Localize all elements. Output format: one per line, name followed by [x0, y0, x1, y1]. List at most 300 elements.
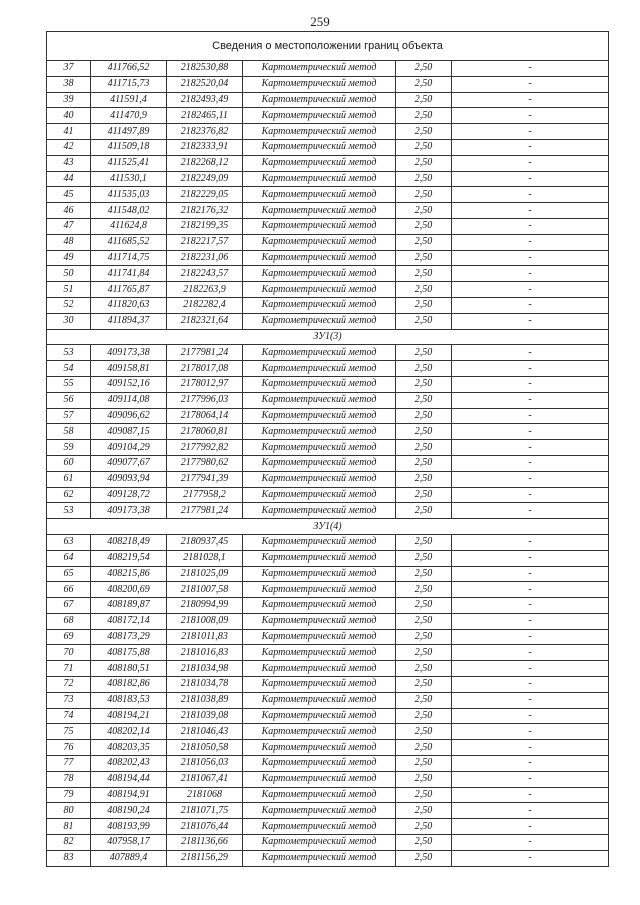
- point-number-cell: 72: [47, 677, 91, 693]
- coord-y-cell: 2181056,03: [167, 756, 243, 772]
- section-header-row: [47, 329, 609, 345]
- description-cell: -: [452, 282, 609, 298]
- point-number-cell: 64: [47, 550, 91, 566]
- point-number-cell: 76: [47, 740, 91, 756]
- point-number-cell: 43: [47, 155, 91, 171]
- coord-y-cell: 2181050,58: [167, 740, 243, 756]
- method-cell: Картометрический метод: [243, 218, 396, 234]
- description-cell: -: [452, 661, 609, 677]
- coord-x-cell: 408173,29: [91, 629, 167, 645]
- point-number-cell: 82: [47, 835, 91, 851]
- point-number-cell: 56: [47, 392, 91, 408]
- coord-y-cell: 2182249,09: [167, 171, 243, 187]
- coord-x-cell: 411509,18: [91, 139, 167, 155]
- method-cell: Картометрический метод: [243, 361, 396, 377]
- coord-y-cell: 2182176,32: [167, 203, 243, 219]
- method-cell: Картометрический метод: [243, 582, 396, 598]
- coord-y-cell: 2182199,35: [167, 218, 243, 234]
- description-cell: -: [452, 740, 609, 756]
- coord-x-cell: 408194,91: [91, 787, 167, 803]
- description-cell: -: [452, 803, 609, 819]
- coord-y-cell: 2181011,83: [167, 629, 243, 645]
- method-cell: Картометрический метод: [243, 819, 396, 835]
- table-row: [47, 756, 609, 772]
- table-row: [47, 392, 609, 408]
- description-cell: -: [452, 250, 609, 266]
- point-number-cell: 46: [47, 203, 91, 219]
- coord-y-cell: 2177980,62: [167, 455, 243, 471]
- coord-x-cell: 411530,1: [91, 171, 167, 187]
- description-cell: -: [452, 487, 609, 503]
- description-cell: -: [452, 345, 609, 361]
- point-number-cell: 62: [47, 487, 91, 503]
- coord-y-cell: 2181008,09: [167, 613, 243, 629]
- coord-x-cell: 411497,89: [91, 124, 167, 140]
- description-cell: -: [452, 139, 609, 155]
- method-cell: Картометрический метод: [243, 440, 396, 456]
- coord-x-cell: 408183,53: [91, 692, 167, 708]
- accuracy-cell: 2,50: [396, 234, 452, 250]
- coord-y-cell: 2182282,4: [167, 297, 243, 313]
- table-title: Сведения о местоположении границ объекта: [47, 32, 609, 61]
- point-number-cell: 66: [47, 582, 91, 598]
- method-cell: Картометрический метод: [243, 661, 396, 677]
- point-number-cell: 39: [47, 92, 91, 108]
- accuracy-cell: 2,50: [396, 787, 452, 803]
- table-row: [47, 787, 609, 803]
- description-cell: -: [452, 645, 609, 661]
- coord-x-cell: 411624,8: [91, 218, 167, 234]
- coord-x-cell: 408193,99: [91, 819, 167, 835]
- table-row: [47, 124, 609, 140]
- coord-y-cell: 2181034,78: [167, 677, 243, 693]
- accuracy-cell: 2,50: [396, 724, 452, 740]
- point-number-cell: 48: [47, 234, 91, 250]
- table-row: [47, 203, 609, 219]
- method-cell: Картометрический метод: [243, 534, 396, 550]
- method-cell: Картометрический метод: [243, 756, 396, 772]
- description-cell: -: [452, 692, 609, 708]
- description-cell: -: [452, 724, 609, 740]
- table-row: [47, 819, 609, 835]
- table-body: [47, 32, 609, 867]
- description-cell: -: [452, 313, 609, 329]
- method-cell: Картометрический метод: [243, 76, 396, 92]
- point-number-cell: 44: [47, 171, 91, 187]
- accuracy-cell: 2,50: [396, 297, 452, 313]
- method-cell: Картометрический метод: [243, 771, 396, 787]
- point-number-cell: 65: [47, 566, 91, 582]
- method-cell: Картометрический метод: [243, 266, 396, 282]
- table-row: [47, 471, 609, 487]
- table-row: [47, 408, 609, 424]
- coord-x-cell: 408219,54: [91, 550, 167, 566]
- description-cell: -: [452, 61, 609, 77]
- description-cell: -: [452, 297, 609, 313]
- accuracy-cell: 2,50: [396, 803, 452, 819]
- table-row: [47, 598, 609, 614]
- table-row: [47, 661, 609, 677]
- table-row: [47, 724, 609, 740]
- method-cell: Картометрический метод: [243, 424, 396, 440]
- table-row: [47, 582, 609, 598]
- table-row: [47, 708, 609, 724]
- coord-y-cell: 2182493,49: [167, 92, 243, 108]
- coord-x-cell: 408203,35: [91, 740, 167, 756]
- accuracy-cell: 2,50: [396, 534, 452, 550]
- coord-y-cell: 2178060,81: [167, 424, 243, 440]
- coord-x-cell: 408194,21: [91, 708, 167, 724]
- method-cell: Картометрический метод: [243, 124, 396, 140]
- accuracy-cell: 2,50: [396, 598, 452, 614]
- description-cell: -: [452, 171, 609, 187]
- section-label: ЗУ1(4): [47, 519, 609, 535]
- description-cell: -: [452, 566, 609, 582]
- accuracy-cell: 2,50: [396, 218, 452, 234]
- coord-y-cell: 2181071,75: [167, 803, 243, 819]
- coord-x-cell: 409077,67: [91, 455, 167, 471]
- description-cell: -: [452, 266, 609, 282]
- accuracy-cell: 2,50: [396, 661, 452, 677]
- accuracy-cell: 2,50: [396, 613, 452, 629]
- coord-y-cell: 2181034,98: [167, 661, 243, 677]
- point-number-cell: 41: [47, 124, 91, 140]
- point-number-cell: 58: [47, 424, 91, 440]
- coord-y-cell: 2181156,29: [167, 850, 243, 866]
- accuracy-cell: 2,50: [396, 550, 452, 566]
- description-cell: -: [452, 613, 609, 629]
- point-number-cell: 30: [47, 313, 91, 329]
- point-number-cell: 38: [47, 76, 91, 92]
- description-cell: -: [452, 756, 609, 772]
- method-cell: Картометрический метод: [243, 376, 396, 392]
- method-cell: Картометрический метод: [243, 139, 396, 155]
- coord-x-cell: 409158,81: [91, 361, 167, 377]
- description-cell: -: [452, 392, 609, 408]
- coord-y-cell: 2182333,91: [167, 139, 243, 155]
- table-row: [47, 645, 609, 661]
- accuracy-cell: 2,50: [396, 250, 452, 266]
- method-cell: Картометрический метод: [243, 455, 396, 471]
- method-cell: Картометрический метод: [243, 234, 396, 250]
- method-cell: Картометрический метод: [243, 740, 396, 756]
- point-number-cell: 79: [47, 787, 91, 803]
- coord-x-cell: 411741,84: [91, 266, 167, 282]
- method-cell: Картометрический метод: [243, 503, 396, 519]
- description-cell: -: [452, 361, 609, 377]
- method-cell: Картометрический метод: [243, 566, 396, 582]
- point-number-cell: 53: [47, 503, 91, 519]
- method-cell: Картометрический метод: [243, 835, 396, 851]
- description-cell: -: [452, 92, 609, 108]
- method-cell: Картометрический метод: [243, 92, 396, 108]
- accuracy-cell: 2,50: [396, 487, 452, 503]
- method-cell: Картометрический метод: [243, 487, 396, 503]
- point-number-cell: 45: [47, 187, 91, 203]
- point-number-cell: 67: [47, 598, 91, 614]
- point-number-cell: 53: [47, 345, 91, 361]
- method-cell: Картометрический метод: [243, 708, 396, 724]
- coord-x-cell: 411525,41: [91, 155, 167, 171]
- coord-x-cell: 411685,52: [91, 234, 167, 250]
- table-row: [47, 345, 609, 361]
- table-row: [47, 282, 609, 298]
- description-cell: -: [452, 408, 609, 424]
- method-cell: Картометрический метод: [243, 392, 396, 408]
- point-number-cell: 47: [47, 218, 91, 234]
- coord-x-cell: 411715,73: [91, 76, 167, 92]
- description-cell: -: [452, 598, 609, 614]
- point-number-cell: 63: [47, 534, 91, 550]
- coord-y-cell: 2182243,57: [167, 266, 243, 282]
- table-row: [47, 218, 609, 234]
- method-cell: Картометрический метод: [243, 155, 396, 171]
- coord-y-cell: 2180937,45: [167, 534, 243, 550]
- table-row: [47, 76, 609, 92]
- coord-x-cell: 408172,14: [91, 613, 167, 629]
- description-cell: -: [452, 850, 609, 866]
- accuracy-cell: 2,50: [396, 282, 452, 298]
- coord-y-cell: 2182520,04: [167, 76, 243, 92]
- method-cell: Картометрический метод: [243, 171, 396, 187]
- method-cell: Картометрический метод: [243, 250, 396, 266]
- description-cell: -: [452, 376, 609, 392]
- method-cell: Картометрический метод: [243, 203, 396, 219]
- accuracy-cell: 2,50: [396, 408, 452, 424]
- accuracy-cell: 2,50: [396, 361, 452, 377]
- table-row: [47, 108, 609, 124]
- coord-x-cell: 409096,62: [91, 408, 167, 424]
- table-row: [47, 835, 609, 851]
- table-row: [47, 503, 609, 519]
- coord-x-cell: 409093,94: [91, 471, 167, 487]
- table-row: [47, 139, 609, 155]
- description-cell: -: [452, 819, 609, 835]
- coord-y-cell: 2182263,9: [167, 282, 243, 298]
- method-cell: Картометрический метод: [243, 187, 396, 203]
- table-row: [47, 266, 609, 282]
- coord-y-cell: 2177996,03: [167, 392, 243, 408]
- accuracy-cell: 2,50: [396, 692, 452, 708]
- description-cell: -: [452, 234, 609, 250]
- method-cell: Картометрический метод: [243, 108, 396, 124]
- accuracy-cell: 2,50: [396, 677, 452, 693]
- description-cell: -: [452, 440, 609, 456]
- accuracy-cell: 2,50: [396, 266, 452, 282]
- accuracy-cell: 2,50: [396, 92, 452, 108]
- description-cell: -: [452, 787, 609, 803]
- method-cell: Картометрический метод: [243, 345, 396, 361]
- accuracy-cell: 2,50: [396, 313, 452, 329]
- description-cell: -: [452, 424, 609, 440]
- method-cell: Картометрический метод: [243, 598, 396, 614]
- accuracy-cell: 2,50: [396, 645, 452, 661]
- table-row: [47, 376, 609, 392]
- table-row: [47, 455, 609, 471]
- method-cell: Картометрический метод: [243, 313, 396, 329]
- coord-x-cell: 408202,14: [91, 724, 167, 740]
- accuracy-cell: 2,50: [396, 108, 452, 124]
- description-cell: -: [452, 471, 609, 487]
- description-cell: -: [452, 629, 609, 645]
- coord-x-cell: 411714,75: [91, 250, 167, 266]
- coord-y-cell: 2181025,09: [167, 566, 243, 582]
- accuracy-cell: 2,50: [396, 629, 452, 645]
- coord-y-cell: 2182268,12: [167, 155, 243, 171]
- table-row: [47, 613, 609, 629]
- accuracy-cell: 2,50: [396, 392, 452, 408]
- coord-x-cell: 409114,08: [91, 392, 167, 408]
- section-label: ЗУ1(3): [47, 329, 609, 345]
- method-cell: Картометрический метод: [243, 471, 396, 487]
- method-cell: Картометрический метод: [243, 613, 396, 629]
- accuracy-cell: 2,50: [396, 187, 452, 203]
- accuracy-cell: 2,50: [396, 503, 452, 519]
- accuracy-cell: 2,50: [396, 756, 452, 772]
- coord-x-cell: 411591,4: [91, 92, 167, 108]
- description-cell: -: [452, 108, 609, 124]
- coord-x-cell: 409104,29: [91, 440, 167, 456]
- point-number-cell: 81: [47, 819, 91, 835]
- table-row: [47, 155, 609, 171]
- coord-x-cell: 411548,02: [91, 203, 167, 219]
- coord-y-cell: 2181067,41: [167, 771, 243, 787]
- table-row: [47, 740, 609, 756]
- coord-y-cell: 2177958,2: [167, 487, 243, 503]
- method-cell: Картометрический метод: [243, 645, 396, 661]
- description-cell: -: [452, 771, 609, 787]
- description-cell: -: [452, 708, 609, 724]
- table-row: [47, 234, 609, 250]
- point-number-cell: 71: [47, 661, 91, 677]
- coord-y-cell: 2182321,64: [167, 313, 243, 329]
- coord-y-cell: 2181068: [167, 787, 243, 803]
- coord-x-cell: 411765,87: [91, 282, 167, 298]
- accuracy-cell: 2,50: [396, 76, 452, 92]
- coord-x-cell: 408194,44: [91, 771, 167, 787]
- table-row: [47, 250, 609, 266]
- method-cell: Картометрический метод: [243, 550, 396, 566]
- coord-x-cell: 409152,16: [91, 376, 167, 392]
- coord-x-cell: 407958,17: [91, 835, 167, 851]
- description-cell: -: [452, 835, 609, 851]
- coord-x-cell: 407889,4: [91, 850, 167, 866]
- coord-x-cell: 408189,87: [91, 598, 167, 614]
- accuracy-cell: 2,50: [396, 740, 452, 756]
- point-number-cell: 52: [47, 297, 91, 313]
- point-number-cell: 42: [47, 139, 91, 155]
- point-number-cell: 78: [47, 771, 91, 787]
- point-number-cell: 68: [47, 613, 91, 629]
- point-number-cell: 37: [47, 61, 91, 77]
- coord-y-cell: 2182530,88: [167, 61, 243, 77]
- coord-y-cell: 2178017,08: [167, 361, 243, 377]
- accuracy-cell: 2,50: [396, 440, 452, 456]
- description-cell: -: [452, 534, 609, 550]
- coord-y-cell: 2181016,83: [167, 645, 243, 661]
- description-cell: -: [452, 187, 609, 203]
- coord-y-cell: 2182217,57: [167, 234, 243, 250]
- accuracy-cell: 2,50: [396, 771, 452, 787]
- coord-y-cell: 2181038,89: [167, 692, 243, 708]
- method-cell: Картометрический метод: [243, 408, 396, 424]
- point-number-cell: 74: [47, 708, 91, 724]
- coord-x-cell: 409173,38: [91, 503, 167, 519]
- table-row: [47, 534, 609, 550]
- table-row: [47, 566, 609, 582]
- accuracy-cell: 2,50: [396, 819, 452, 835]
- method-cell: Картометрический метод: [243, 850, 396, 866]
- method-cell: Картометрический метод: [243, 677, 396, 693]
- point-number-cell: 54: [47, 361, 91, 377]
- point-number-cell: 77: [47, 756, 91, 772]
- point-number-cell: 40: [47, 108, 91, 124]
- accuracy-cell: 2,50: [396, 376, 452, 392]
- accuracy-cell: 2,50: [396, 582, 452, 598]
- coord-y-cell: 2181046,43: [167, 724, 243, 740]
- point-number-cell: 55: [47, 376, 91, 392]
- coord-y-cell: 2182465,11: [167, 108, 243, 124]
- table-title-row: [47, 32, 609, 61]
- coord-x-cell: 408182,86: [91, 677, 167, 693]
- section-header-row: [47, 519, 609, 535]
- description-cell: -: [452, 503, 609, 519]
- description-cell: -: [452, 203, 609, 219]
- accuracy-cell: 2,50: [396, 155, 452, 171]
- description-cell: -: [452, 218, 609, 234]
- description-cell: -: [452, 582, 609, 598]
- table-row: [47, 487, 609, 503]
- coord-y-cell: 2180994,99: [167, 598, 243, 614]
- coord-y-cell: 2178012,97: [167, 376, 243, 392]
- accuracy-cell: 2,50: [396, 124, 452, 140]
- description-cell: -: [452, 155, 609, 171]
- table-row: [47, 771, 609, 787]
- coord-x-cell: 409128,72: [91, 487, 167, 503]
- method-cell: Картометрический метод: [243, 692, 396, 708]
- coord-x-cell: 411470,9: [91, 108, 167, 124]
- table-row: [47, 677, 609, 693]
- boundary-table: [46, 31, 609, 867]
- table-row: [47, 297, 609, 313]
- table-row: [47, 61, 609, 77]
- coord-x-cell: 411766,52: [91, 61, 167, 77]
- table-row: [47, 440, 609, 456]
- table-row: [47, 92, 609, 108]
- coord-x-cell: 409173,38: [91, 345, 167, 361]
- description-cell: -: [452, 550, 609, 566]
- description-cell: -: [452, 677, 609, 693]
- description-cell: -: [452, 455, 609, 471]
- coord-y-cell: 2181136,66: [167, 835, 243, 851]
- accuracy-cell: 2,50: [396, 566, 452, 582]
- coord-y-cell: 2181007,58: [167, 582, 243, 598]
- accuracy-cell: 2,50: [396, 835, 452, 851]
- accuracy-cell: 2,50: [396, 850, 452, 866]
- point-number-cell: 80: [47, 803, 91, 819]
- accuracy-cell: 2,50: [396, 139, 452, 155]
- point-number-cell: 49: [47, 250, 91, 266]
- coord-y-cell: 2181039,08: [167, 708, 243, 724]
- method-cell: Картометрический метод: [243, 803, 396, 819]
- point-number-cell: 73: [47, 692, 91, 708]
- coord-x-cell: 408202,43: [91, 756, 167, 772]
- accuracy-cell: 2,50: [396, 61, 452, 77]
- table-row: [47, 361, 609, 377]
- point-number-cell: 51: [47, 282, 91, 298]
- description-cell: -: [452, 124, 609, 140]
- coord-x-cell: 408190,24: [91, 803, 167, 819]
